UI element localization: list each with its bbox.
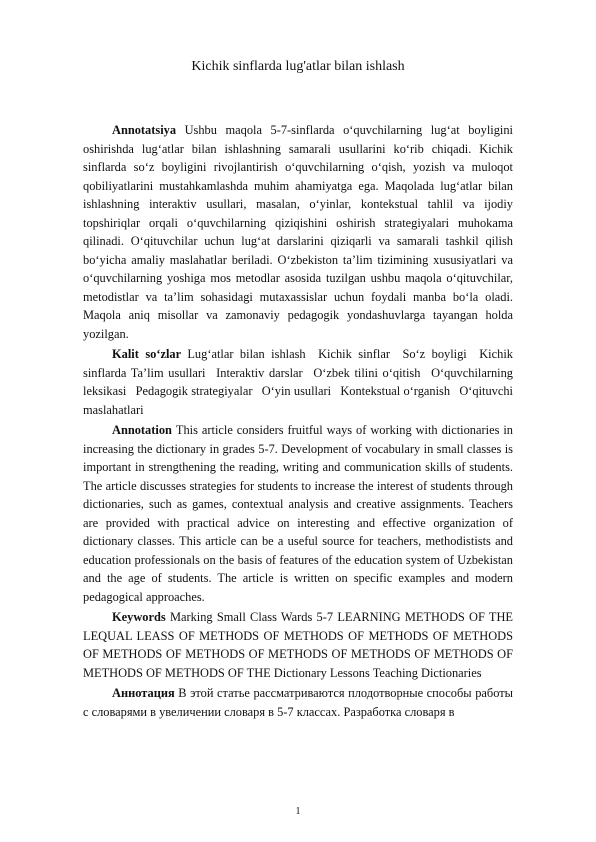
kalit-sozlar-item: O‘quvchilarning leksikasi — [83, 365, 513, 398]
annotacia-text: В этой статье рассматриваются плодотворные способы работы с словарями в увеличении словаря в 5-7 классах. Разработка словаря в — [83, 686, 513, 719]
annotatsiya-text: Ushbu maqola 5-7-sinflarda o‘quvchilarning lug‘at boyligini oshirishda lug‘atlar bilan ishlashning samarali usullarini ko‘rib chiqadi. Kichik sinflarda so‘z boyligini rivojlantirish o‘quvchilarning o‘qish, yozish va muloqot qobiliyatlarini mustahkamlashda muhim ahamiyatga ega. Maqolada lug‘atlar bilan ishlashning interaktiv usullari, masalan, o‘yinlar, kontekstual tahlil va ijodiy topshiriqlar orqali o‘quvchilarning qiziqishini oshirish strategiyalari muhokama qilinadi. O‘qituvchilar uchun lug‘at darslarini qiziqarli va samarali tashkil qilish bo‘yicha amaliy maslahatlar beriladi. O‘zbekiston ta’lim tizimining xususiyatlari va o‘quvchilarning yoshiga mos metodlar asosida tuzilgan ushbu maqola o‘qituvchilar, metodistlar va ta’lim sohasidagi mutaxassislar uchun foydali manba bo‘la oladi. Maqola aniq misollar va zamonaviy pedagogik yondashuvlarga tayangan holda yozilgan. — [83, 123, 513, 341]
kalit-sozlar-item: Kichik sinflar — [318, 347, 390, 361]
kalit-sozlar-item: O‘zbek tilini o‘qitish — [313, 365, 421, 380]
annotation-heading: Annotation — [112, 423, 176, 437]
annotation-text: This article considers fruitful ways of working with dictionaries in increasing the dictionary in grades 5-7. Development of vocabulary in small classes is important in strengthening the reading, writing and communication skills of students. The article discusses strategies for students to increase the interest of students through dictionaries, such as games, contextual analysis and creative assignments. Teachers are provided with practical advice on interesting and effective organization of dictionary classes. This article can be a useful source for teachers, methodistists and education professionals on the basis of features of the education system of Uzbekistan and the age of students. The article is written on specific examples and modern pedagogical approaches. — [83, 423, 514, 604]
kalit-sozlar-heading: Kalit so‘zlar — [112, 347, 188, 361]
paper-title: Kichik sinflarda lug'atlar bilan ishlash — [191, 59, 405, 74]
keywords-text: Marking Small Class Wards 5-7 LEARNING METHODS OF THE LEQUAL LEASS OF METHODS OF METHODS OF METHODS OF METHODS OF METHODS OF METHODS OF METHODS OF METHODS OF METHODS OF METHODS OF METHODS OF THE Dictionary Lessons Teaching Dictionaries — [83, 610, 513, 680]
kalit-sozlar-item: Interaktiv darslar — [216, 365, 303, 380]
kalit-sozlar-item: O‘qituvchi maslahatlari — [83, 384, 513, 417]
keywords-paragraph — [83, 608, 513, 682]
page-number: 1 — [295, 806, 301, 817]
keywords-heading: Keywords — [112, 610, 170, 624]
kalit-sozlar-paragraph — [83, 345, 513, 419]
kalit-sozlar-item: Pedagogik strategiyalar — [135, 384, 253, 398]
annotation-paragraph — [83, 421, 513, 606]
kalit-sozlar-item: So‘z boyligi — [402, 347, 467, 361]
annotatsiya-paragraph — [83, 121, 513, 343]
annotacia-heading: Аннотация — [112, 686, 179, 700]
kalit-sozlar-item: O‘yin usullari — [261, 384, 332, 398]
paper-body — [83, 121, 513, 723]
annotatsiya-heading: Annotatsiya — [112, 123, 185, 137]
kalit-sozlar-item: Kichik sinflarda Ta’lim usullari — [83, 347, 513, 380]
kalit-sozlar-item: Lug‘atlar bilan ishlash — [187, 347, 306, 361]
kalit-sozlar-item: Kontekstual o‘rganish — [340, 384, 451, 398]
annotacia-paragraph — [83, 684, 513, 721]
